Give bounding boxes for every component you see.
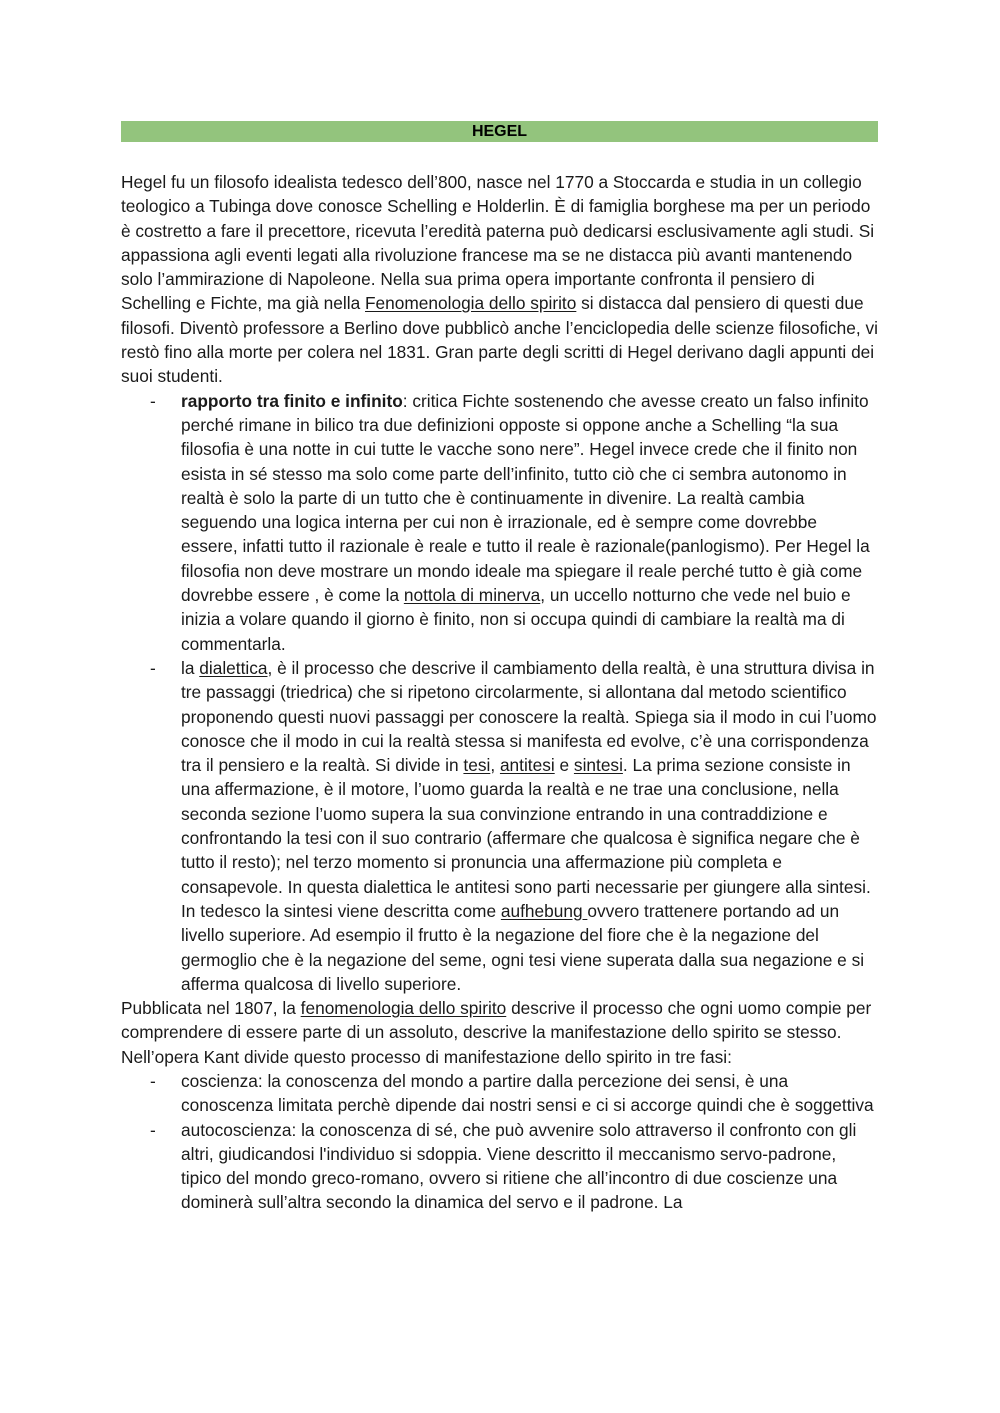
dialettica-link[interactable]: dialettica: [199, 657, 268, 678]
fenomenologia-link[interactable]: Fenomenologia dello spirito: [365, 293, 577, 314]
topics-list: [121, 389, 878, 996]
fenomenologia-paragraph: Pubblicata nel 1807, la fenomenologia dello spirito descrive il processo che ogni uomo compie per comprendere di essere parte di un assoluto, descrive la manifestazione dello spirito se stesso. Nell’opera Kant divide questo processo di manifestazione dello spirito in tre fasi:: [121, 998, 872, 1067]
phases-list: [121, 1069, 878, 1215]
intro-paragraph: Hegel fu un filosofo idealista tedesco dell’800, nasce nel 1770 a Stoccarda e studia in un collegio teologico a Tubinga dove conosce Schelling e Holderlin. È di famiglia borghese ma per un periodo è costretto a fare il precettore, ricevuta l’eredità paterna può dedicarsi esclusivamente agli studi. Si appassiona agli eventi legati alla rivoluzione francese ma se ne distacca più avanti mantenendo solo l’ammirazione di Napoleone. Nella sua prima opera importante confronta il pensiero di Schelling e Fichte, ma già nella Fenomenologia dello spirito si distacca dal pensiero di questi due filosofi. Diventò professore a Berlino dove pubblicò anche l’enciclopedia delle scienze filosofiche, vi restò fino alla morte per colera nel 1831. Gran parte degli scritti di Hegel derivano dagli appunti dei suoi studenti.: [121, 172, 878, 387]
document-body: [121, 121, 878, 1215]
list-item-autocoscienza: - autocoscienza: la conoscenza di sé, che può avvenire solo attraverso il confronto con gli altri, giudicandosi l'individuo si sdoppia. Viene descritto il meccanismo servo-padrone, tipico del mondo greco-romano, ovvero si ritiene che all’incontro di due coscienze una dominerà sull’altra secondo la dinamica del servo e il padrone. La: [150, 1119, 857, 1213]
list-item-rapporto: - rapporto tra finito e infinito: critica Fichte sostenendo che avesse creato un falso infinito perché rimane in bilico tra due definizioni opposte si oppone anche a Schelling “la sua filosofia è una notte in cui tutte le vacche sono nere”. Hegel invece crede che il finito non esista in sé stesso ma solo come parte dell’infinito, tutto ciò che ci sembra autonomo in realtà è solo la parte di un tutto che è continuamente in divenire. La realtà cambia seguendo una logica interna per cui non è irrazionale, ed è sempre come dovrebbe essere, infatti tutto il razionale è reale e tutto il reale è razionale(panlogismo). Per Hegel la filosofia non deve mostrare un mondo ideale ma spiegare il reale perché tutto è già come dovrebbe essere , è come la nottola di minerva, un uccello notturno che vede nel buio e inizia a volare quando il giorno è finito, non si occupa quindi di cambiare la realtà ma di commentarla.: [150, 390, 870, 654]
dash-bullet: -: [150, 1119, 156, 1140]
fenomenologia-spirito-link[interactable]: fenomenologia dello spirito: [300, 998, 507, 1019]
aufhebung-link[interactable]: aufhebung: [500, 900, 588, 921]
list-item-coscienza: - coscienza: la conoscenza del mondo a partire dalla percezione dei sensi, è una conoscenza limitata perchè dipende dai nostri sensi e ci si accorge quindi che è soggettiva: [150, 1070, 874, 1116]
nottola-link[interactable]: nottola di minerva: [403, 585, 541, 606]
rapporto-heading: rapporto tra finito e infinito: [181, 390, 403, 411]
document-title: HEGEL: [121, 121, 878, 142]
dash-bullet: -: [150, 1070, 156, 1091]
list-item-dialettica: - la dialettica, è il processo che descrive il cambiamento della realtà, è una struttura divisa in tre passaggi (triedrica) che si ripetono circolarmente, si allontana dal metodo scientifico proponendo questi nuovi passaggi per conoscere la realtà. Spiega sia il modo in cui l’uomo conosce che il modo in cui la realtà stessa si manifesta ed evolve, c’è una corrispondenza tra il pensiero e la realtà. Si divide in tesi, antitesi e sintesi. La prima sezione consiste in una affermazione, è il motore, l’uomo guarda la realtà e ne trae una conclusione, nella seconda sezione l’uomo supera la sua convinzione entrando in una contraddizione e confrontando la tesi con il suo contrario (affermare che qualcosa è significa negare che è tutto il resto); nel terzo momento si pronuncia una affermazione più completa e consapevole. In questa dialettica le antitesi sono parti necessarie per giungere alla sintesi. In tedesco la sintesi viene descritta come aufhebung ovvero trattenere portando ad un livello superiore. Ad esempio il frutto è la negazione del fiore che è la negazione del germoglio che è la negazione del seme, ogni tesi viene superata dalla sua negazione e si afferma qualcosa di livello superiore.: [150, 657, 877, 994]
tesi-link[interactable]: tesi: [463, 755, 491, 776]
sintesi-link[interactable]: sintesi: [573, 755, 623, 776]
dash-bullet: -: [150, 657, 156, 678]
dash-bullet: -: [150, 390, 156, 411]
antitesi-link[interactable]: antitesi: [499, 755, 555, 776]
